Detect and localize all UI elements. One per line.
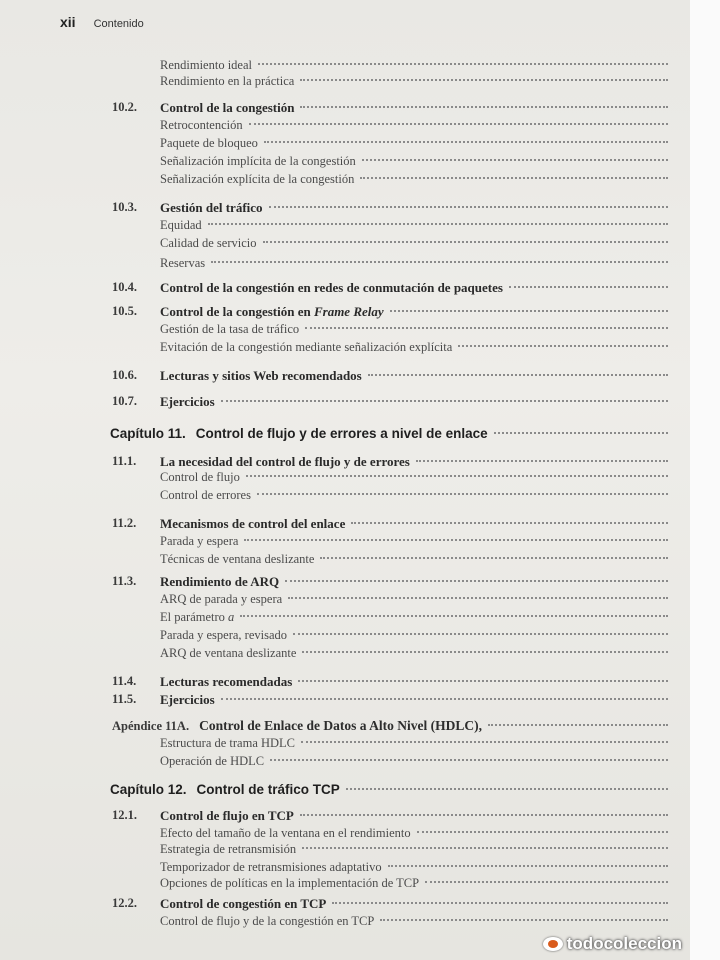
toc-appendix [112,718,668,738]
running-title: Contenido [93,18,144,30]
toc-section [112,808,668,828]
dot-leader [293,632,668,635]
entry-title [160,534,238,549]
toc-subentry [160,754,668,774]
entry-title-text: Ejercicios [160,394,215,409]
toc-section [112,280,668,300]
entry-title-text: ARQ de ventana deslizante [160,646,297,660]
entry-title [160,876,419,891]
entry-title-text: Lecturas recomendadas [160,674,293,689]
dot-leader [288,596,668,599]
entry-number: 10.3. [112,200,137,214]
entry-number: 10.5. [112,304,137,318]
dot-leader [298,679,668,682]
dot-leader [302,650,668,653]
entry-number: 11.3. [112,574,137,588]
dot-leader [388,864,668,867]
entry-title [160,896,326,912]
entry-number: 11.5. [112,692,137,706]
entry-title-text: Gestión de la tasa de tráfico [160,322,300,336]
page-number: xii [60,14,76,30]
toc-section [112,692,668,712]
entry-title [199,718,482,734]
entry-number: 11.1. [112,454,137,468]
entry-title-text: Control de la congestión en redes de conmutación de paquetes [160,280,503,295]
entry-title-text: La necesidad del control de flujo y de errores [160,454,410,469]
entry-title [160,592,282,607]
entry-title-text: Control de flujo [160,470,240,484]
entry-title-text: Rendimiento en la práctica [160,74,295,88]
dot-leader [221,697,668,700]
entry-title-text: Reservas [160,256,206,270]
entry-title [160,646,296,661]
entry-title-text: Equidad [160,218,202,232]
entry-title [160,394,215,410]
entry-title-text: Estructura de trama HDLC [160,736,296,750]
entry-title-italic: a [228,610,235,624]
dot-leader [249,122,668,125]
entry-title [160,236,257,251]
entry-title [160,256,205,271]
toc-chapter [110,782,668,802]
entry-title-italic: Frame Relay [313,304,384,319]
entry-title-text: Control de tráfico TCP [196,782,340,797]
dot-leader [221,399,668,402]
dot-leader [417,830,668,833]
entry-title [160,692,215,708]
dot-leader [320,556,668,559]
toc-subentry [160,256,668,276]
entry-number: 11.2. [112,516,137,530]
entry-number: 11.4. [112,674,137,688]
todocoleccion-logo-icon [543,937,563,951]
toc-subentry [160,74,668,94]
entry-title-text: Ejercicios [160,692,215,707]
dot-leader [208,222,668,225]
entry-title [160,610,234,625]
entry-title [160,628,287,643]
entry-title [160,218,202,233]
dot-leader [300,105,668,108]
toc-subentry [160,914,668,934]
toc-chapter [110,426,668,446]
entry-title-text: Señalización explícita de la congestión [160,172,355,186]
entry-title [160,454,410,470]
entry-title-text: Calidad de servicio [160,236,257,250]
entry-title-text: Efecto del tamaño de la ventana en el rendimiento [160,826,411,840]
entry-title [160,304,384,320]
dot-leader [244,538,668,541]
dot-leader [368,373,668,376]
toc-subentry [160,172,668,192]
toc-subentry [160,154,668,174]
dot-leader [300,78,668,81]
entry-title-text: Señalización implícita de la congestión [160,154,356,168]
entry-title-text: Evitación de la congestión mediante señalización explícita [160,340,453,354]
entry-title [160,100,294,116]
entry-title-text: Control de congestión en TCP [160,896,327,911]
entry-title-text: Lecturas y sitios Web recomendados [160,368,362,383]
toc-subentry [160,236,668,256]
dot-leader [263,240,669,243]
entry-title [160,914,374,929]
entry-title-text: Control de Enlace de Datos a Alto Nivel (HDLC), [199,718,482,733]
toc-subentry [160,842,668,862]
dot-leader [351,521,668,524]
dot-leader [416,459,668,462]
toc-subentry [160,322,668,342]
toc-section [112,516,668,536]
entry-title [160,172,354,187]
entry-title [160,574,279,590]
entry-number: Apéndice 11A. [112,719,190,733]
toc-section [112,394,668,414]
toc-subentry [160,488,668,508]
entry-title [160,826,411,841]
dot-leader [301,740,668,743]
entry-title [160,200,263,216]
entry-title [160,860,382,875]
entry-title-text: Retrocontención [160,118,243,132]
entry-number: 10.7. [112,394,137,408]
toc-subentry [160,218,668,238]
entry-number: 10.6. [112,368,137,382]
entry-title-text: Control de la congestión [160,100,295,115]
entry-title-text: Gestión del tráfico [160,200,263,215]
entry-title [160,322,299,337]
dot-leader [332,901,668,904]
entry-title [160,516,345,532]
entry-number: Capítulo 11. [110,426,186,441]
entry-title-text: El parámetro [160,610,229,624]
entry-title-text: Control de flujo y de la congestión en TCP [160,914,375,928]
dot-leader [285,579,668,582]
dot-leader [258,62,668,65]
toc-subentry [160,628,668,648]
entry-title [160,470,240,485]
toc-section [112,304,668,324]
entry-title [160,842,296,857]
entry-number: Capítulo 12. [110,782,187,797]
entry-title-text: Parada y espera [160,534,239,548]
toc-section [112,896,668,916]
dot-leader [269,205,668,208]
dot-leader [346,787,668,790]
dot-leader [494,431,668,434]
toc-subentry [160,118,668,138]
toc-subentry [160,876,668,896]
dot-leader [458,344,668,347]
entry-title [160,754,264,769]
toc-subentry [160,736,668,756]
entry-title-text: Control de la congestión en [160,304,314,319]
entry-title-text: Rendimiento ideal [160,58,252,72]
entry-title-text: Paquete de bloqueo [160,136,258,150]
entry-title-text: ARQ de parada y espera [160,592,283,606]
dot-leader [300,813,668,816]
dot-leader [488,723,668,726]
dot-leader [264,140,668,143]
watermark-text: todocoleccion [566,934,682,953]
dot-leader [302,846,668,849]
entry-number: 10.4. [112,280,137,294]
entry-title-text: Control de flujo y de errores a nivel de enlace [195,426,488,441]
toc-subentry [160,592,668,612]
watermark [543,934,682,954]
toc-section [112,674,668,694]
entry-title-text: Temporizador de retransmisiones adaptativo [160,860,382,874]
entry-title [160,136,258,151]
toc-subentry [160,136,668,156]
dot-leader [305,326,668,329]
dot-leader [390,309,668,312]
toc-section [112,100,668,120]
dot-leader [360,176,668,179]
entry-title-text: Rendimiento de ARQ [160,574,280,589]
toc-section [112,574,668,594]
entry-title [160,154,356,169]
entry-title [160,118,243,133]
dot-leader [425,880,668,883]
dot-leader [509,285,668,288]
page-margin [690,0,720,960]
entry-number: 12.1. [112,808,137,822]
dot-leader [362,158,668,161]
entry-title-text: Opciones de políticas en la implementación de TCP [160,876,420,890]
dot-leader [270,758,668,761]
entry-title [197,782,340,797]
entry-title [160,340,452,355]
entry-title [196,426,488,441]
dot-leader [246,474,668,477]
entry-title-text: Estrategia de retransmisión [160,842,297,856]
entry-title-text: Operación de HDLC [160,754,265,768]
entry-title [160,808,294,824]
entry-number: 12.2. [112,896,137,910]
entry-title [160,488,251,503]
toc-subentry [160,646,668,666]
entry-number: 10.2. [112,100,137,114]
toc-subentry [160,470,668,490]
toc-section [112,200,668,220]
entry-title-text: Técnicas de ventana deslizante [160,552,315,566]
entry-title [160,368,362,384]
dot-leader [380,918,668,921]
dot-leader [240,614,668,617]
entry-title [160,74,294,89]
dot-leader [211,260,668,263]
page-header [60,14,144,38]
toc-subentry [160,534,668,554]
entry-title-text: Parada y espera, revisado [160,628,288,642]
toc-subentry [160,610,668,630]
entry-title [160,674,292,690]
entry-title [160,58,252,73]
entry-title-text: Mecanismos de control del enlace [160,516,346,531]
toc-subentry [160,552,668,572]
toc-section [112,368,668,388]
dot-leader [257,492,668,495]
entry-title [160,280,503,296]
entry-title [160,552,314,567]
toc-subentry [160,340,668,360]
entry-title-text: Control de flujo en TCP [160,808,294,823]
entry-title-text: Control de errores [160,488,251,502]
entry-title [160,736,295,751]
